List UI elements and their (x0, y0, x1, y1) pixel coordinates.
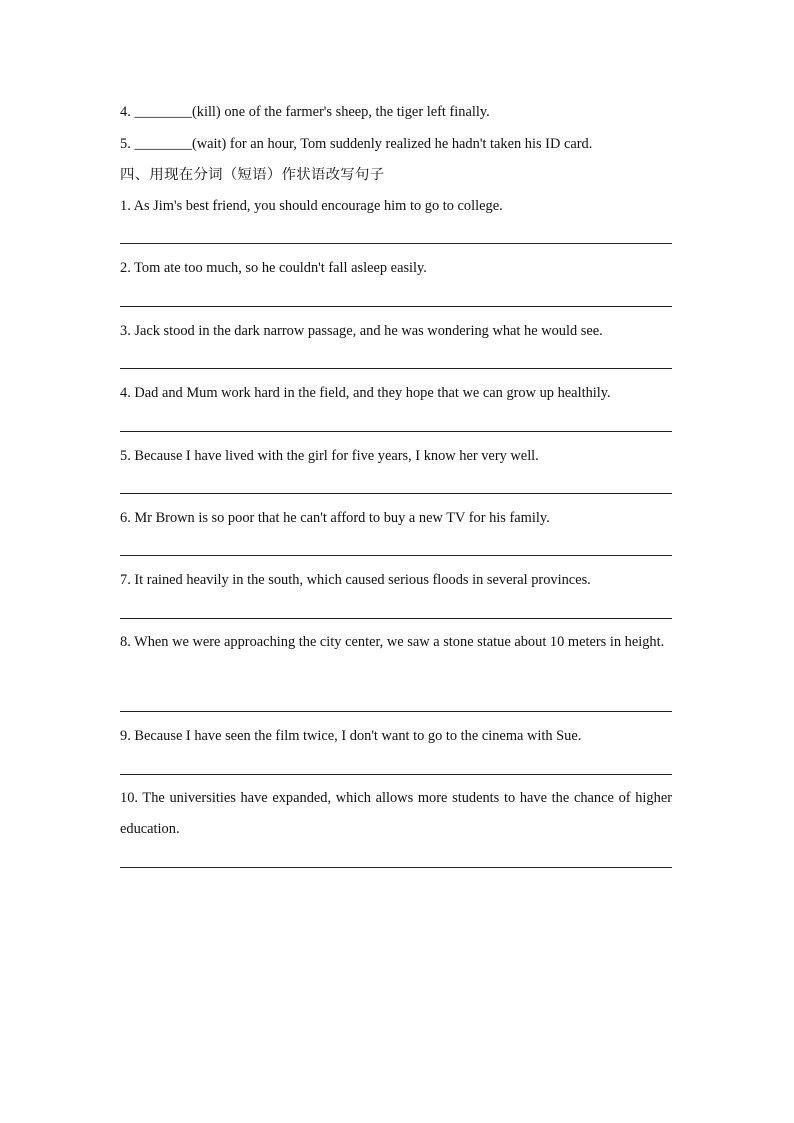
answer-line-3 (120, 368, 672, 369)
answer-line-2 (120, 306, 672, 307)
answer-line-10 (120, 867, 672, 868)
section-heading: 四、用现在分词（短语）作状语改写句子 (120, 167, 385, 183)
fill-blank-item-4: 4. ________(kill) one of the farmer's sheep, the tiger left finally. (120, 104, 490, 120)
answer-line-4 (120, 431, 672, 432)
answer-line-8 (120, 711, 672, 712)
fill-blank-item-5: 5. ________(wait) for an hour, Tom suddenly realized he hadn't taken his ID card. (120, 136, 593, 152)
rewrite-item-8: 8. When we were approaching the city center, we saw a stone statue about 10 meters in height. (120, 634, 665, 650)
rewrite-item-7: 7. It rained heavily in the south, which caused serious floods in several provinces. (120, 572, 591, 588)
rewrite-item-4: 4. Dad and Mum work hard in the field, and they hope that we can grow up healthily. (120, 385, 611, 401)
rewrite-item-9: 9. Because I have seen the film twice, I don't want to go to the cinema with Sue. (120, 728, 582, 744)
rewrite-item-5: 5. Because I have lived with the girl for five years, I know her very well. (120, 448, 539, 464)
rewrite-item-2: 2. Tom ate too much, so he couldn't fall asleep easily. (120, 260, 427, 276)
answer-line-6 (120, 555, 672, 556)
answer-line-5 (120, 493, 672, 494)
rewrite-item-6: 6. Mr Brown is so poor that he can't afford to buy a new TV for his family. (120, 510, 550, 526)
rewrite-item-3: 3. Jack stood in the dark narrow passage, and he was wondering what he would see. (120, 323, 603, 339)
rewrite-item-10: 10. The universities have expanded, which allows more students to have the chance of higher education. (120, 790, 672, 837)
answer-line-9 (120, 774, 672, 775)
answer-line-7 (120, 618, 672, 619)
answer-line-1 (120, 243, 672, 244)
rewrite-item-1: 1. As Jim's best friend, you should encourage him to go to college. (120, 198, 503, 214)
